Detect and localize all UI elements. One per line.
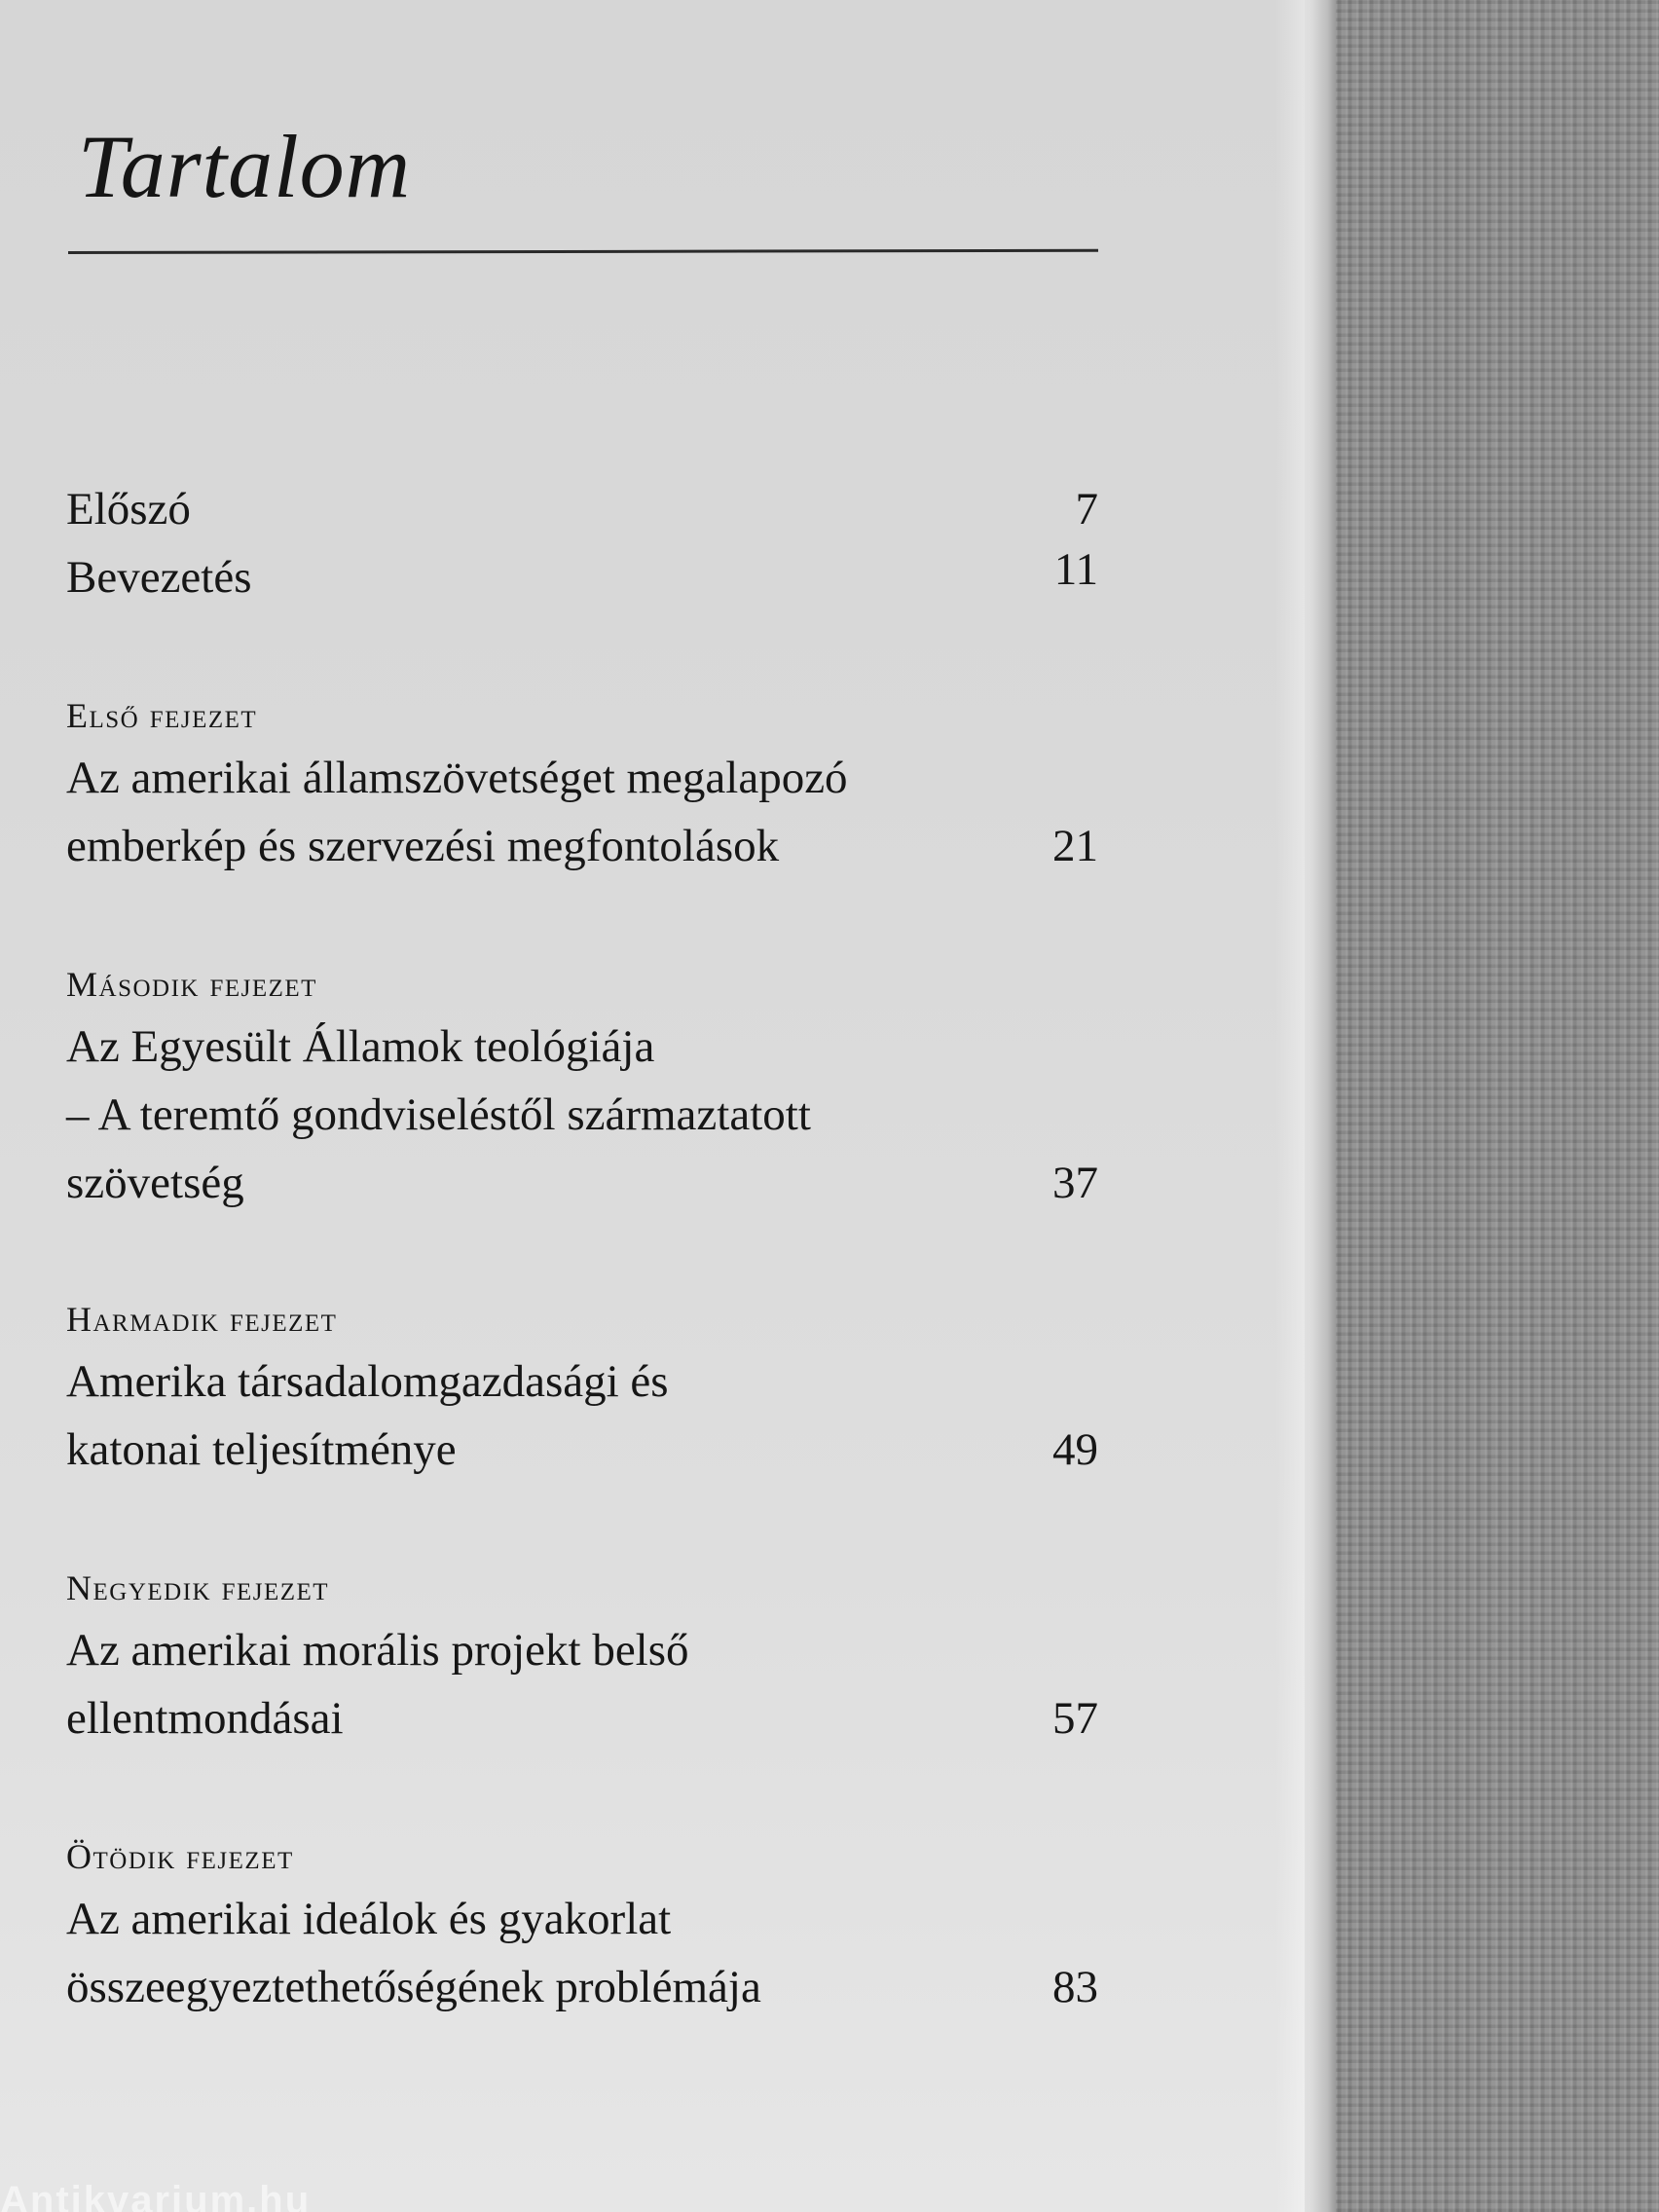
chapter-label: Negyedik fejezet xyxy=(66,1568,330,1607)
toc-page-number: 49 xyxy=(1052,1424,1098,1475)
page-title: Tartalom xyxy=(78,117,412,216)
title-divider xyxy=(68,249,1098,254)
toc-entry-line: Amerika társadalomgazdasági és xyxy=(66,1356,669,1407)
toc-entry-line: szövetség xyxy=(66,1158,244,1208)
toc-entry-line: összeegyeztethetőségének problémája xyxy=(66,1962,761,2012)
toc-entry-line: Az amerikai államszövetséget megalapozó xyxy=(66,753,848,803)
toc-page-number: 83 xyxy=(1052,1962,1098,2012)
toc-entry-line: Az amerikai morális projekt belső xyxy=(66,1625,689,1676)
toc-entry-title: Bevezetés xyxy=(66,552,252,603)
chapter-label: Második fejezet xyxy=(66,965,317,1004)
toc-entry-line: emberkép és szervezési megfontolások xyxy=(66,821,780,871)
toc-entry-line: Az Egyesült Államok teológiája xyxy=(66,1021,655,1072)
toc-page-number: 57 xyxy=(1052,1693,1098,1744)
toc-entry-preface[interactable] xyxy=(66,475,1098,543)
toc-page-number: 11 xyxy=(1053,544,1098,595)
toc-entry-chapter-3[interactable] xyxy=(66,1347,1098,1484)
toc-entry-line: – A teremtő gondviseléstől származtatott xyxy=(66,1089,811,1140)
background-surface xyxy=(1324,0,1659,2212)
toc-entry-title: Előszó xyxy=(66,484,191,535)
toc-entry-line: Az amerikai ideálok és gyakorlat xyxy=(66,1894,672,1944)
toc-entry-chapter-1[interactable] xyxy=(66,744,1098,880)
toc-entry-chapter-2[interactable] xyxy=(66,1013,1098,1217)
toc-entry-line: katonai teljesítménye xyxy=(66,1424,457,1475)
toc-entry-introduction[interactable] xyxy=(66,543,1098,611)
toc-page-number: 21 xyxy=(1052,821,1098,871)
toc-entry-line: ellentmondásai xyxy=(66,1693,344,1744)
chapter-label: Első fejezet xyxy=(66,696,258,735)
toc-page-number: 7 xyxy=(1075,484,1098,535)
toc-page-number: 37 xyxy=(1052,1158,1098,1208)
watermark: Antikvarium.hu xyxy=(0,2179,312,2212)
toc-entry-chapter-5[interactable] xyxy=(66,1885,1098,2021)
chapter-label: Harmadik fejezet xyxy=(66,1300,338,1339)
toc-entry-chapter-4[interactable] xyxy=(66,1616,1098,1752)
chapter-label: Ötödik fejezet xyxy=(66,1837,294,1876)
